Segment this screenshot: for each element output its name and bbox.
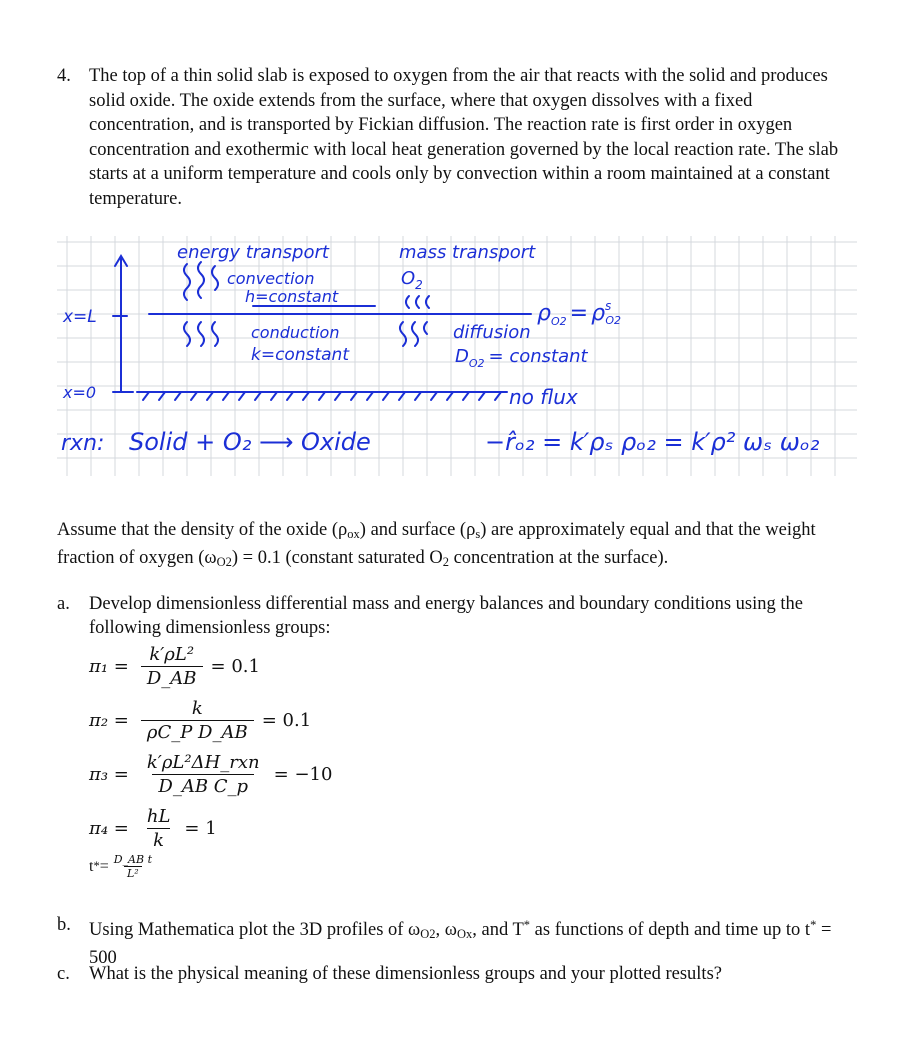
no-flux-label: no flux bbox=[509, 385, 578, 409]
part-a bbox=[57, 592, 857, 640]
x-equals-L-label: x=L bbox=[63, 307, 97, 327]
diffusivity-label: $D_{O2}$ = constant bbox=[455, 346, 588, 370]
part-c-label: c. bbox=[57, 964, 70, 984]
conduction-label: conduction bbox=[251, 323, 340, 342]
h-constant-label: h=constant bbox=[245, 287, 339, 306]
part-c-text: What is the physical meaning of these dimensionless groups and your plotted results? bbox=[89, 964, 722, 984]
rate-equation: −r̂ₒ₂ = k′ρₛ ρₒ₂ = k′ρ² ωₛ ωₒ₂ bbox=[485, 428, 820, 456]
o2-label: $O_2$ bbox=[401, 268, 423, 292]
rxn-label: rxn: bbox=[61, 431, 105, 456]
problem-number: 4. bbox=[57, 66, 71, 86]
mass-transport-label: mass transport bbox=[399, 242, 536, 263]
tstar-definition: t * = $\frac{\text{D\_AB t}}{\text{L²}}$ bbox=[89, 853, 152, 880]
problem-statement bbox=[57, 64, 857, 211]
wall-hatch bbox=[143, 392, 501, 400]
part-b-label: b. bbox=[57, 915, 71, 935]
mass-squiggle bbox=[406, 296, 409, 308]
part-c bbox=[57, 962, 857, 986]
reaction-equation: Solid + O₂ ⟶ Oxide bbox=[129, 428, 371, 456]
convection-label: convection bbox=[227, 269, 315, 288]
surface-density-label: $\rho_{O2} = \rho^s$ O2 bbox=[537, 299, 621, 328]
handwritten-sketch bbox=[57, 236, 857, 476]
dimensionless-groups bbox=[89, 640, 589, 890]
pi1-equation: π₁ = $\frac{\text{k′ρL²}}{D\_AB}$ = 0.1 bbox=[89, 644, 260, 689]
pi3-equation: π₃ = $\frac{\text{k′ρL²ΔH\_rxn}}{\text{D\_AB C\_p}}$ = −10 bbox=[89, 752, 333, 797]
part-a-label: a. bbox=[57, 594, 70, 614]
part-b: b. Using Mathematica plot the 3D profiles of $\omega_{O2}$, $\omega_{Ox}$, and T* as functions of depth and time up to t* = 500 bbox=[57, 915, 832, 968]
problem-text: The top of a thin solid slab is exposed to oxygen from the air that reacts with the solid and produces solid oxide. The oxide extends from the surface, where that oxygen dissolves with a fixed concentration, and is transported by Fickian diffusion. The reaction rate is first order in oxygen concentration and exothermic with local heat generation governed by the local reaction rate. The slab starts at a uniform temperature and cools only by convection within a room maintained at a constant temperature. bbox=[89, 66, 839, 209]
pi2-equation: π₂ = $\frac{k}{\text{ρC\_P D\_AB}}$ = 0.1 bbox=[89, 698, 312, 743]
assumption-paragraph: Assume that the density of the oxide $(\rho_{ox})$ and surface $(\rho_s)$ are approximately equal and that the weight fraction of oxygen $(\omega_{O2}) = 0.1$ (constant saturated $O_2$ concentration at the surface). bbox=[57, 520, 816, 569]
energy-transport-label: energy transport bbox=[177, 242, 329, 263]
pi4-equation: π₄ = $\frac{hL}{k}$ = 1 bbox=[89, 806, 217, 851]
k-constant-label: k=constant bbox=[251, 345, 349, 365]
part-a-text: Develop dimensionless differential mass and energy balances and boundary conditions using the following dimensionless groups: bbox=[89, 594, 803, 638]
x-equals-0-label: x=0 bbox=[63, 383, 97, 402]
diffusion-label: diffusion bbox=[453, 322, 531, 343]
